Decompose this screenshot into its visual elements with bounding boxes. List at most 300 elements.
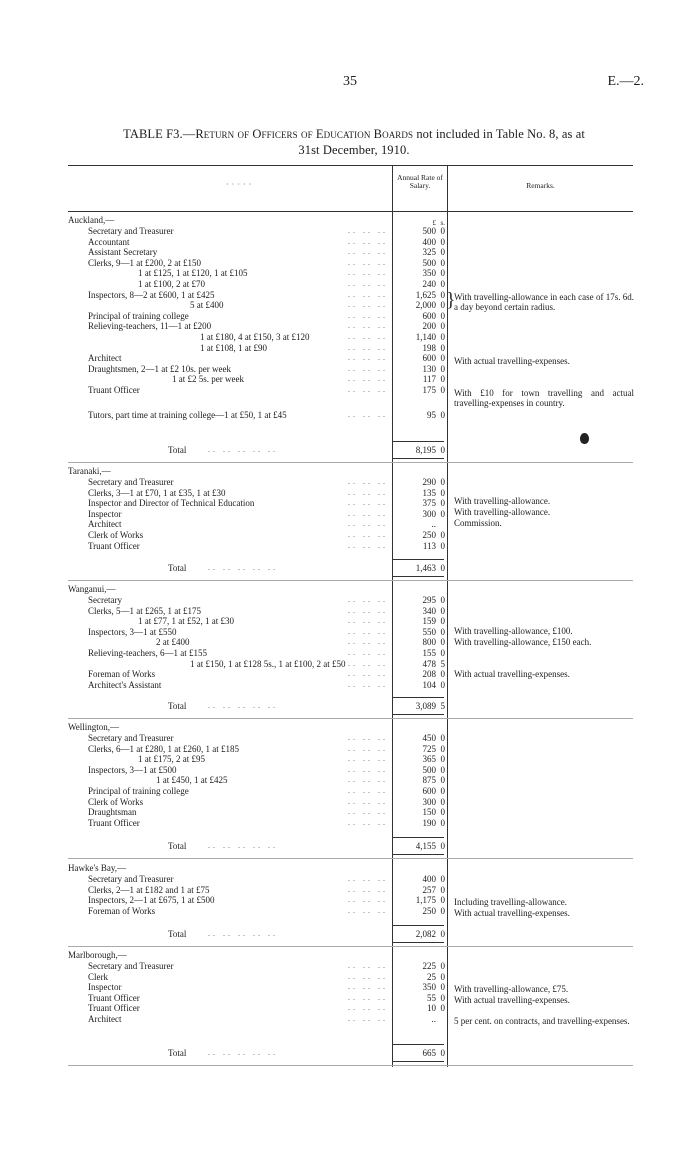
total-shillings: 0 (440, 929, 445, 939)
leader-dots: .. .. .. (348, 1003, 388, 1013)
table-title-suffix: not included in Table No. 8, as at (413, 127, 585, 141)
table-row (0, 247, 700, 257)
salary-pounds: 300 (422, 508, 436, 519)
salary-shillings: 0 (440, 268, 445, 279)
salary-shillings: 0 (440, 409, 445, 420)
total-row (0, 929, 700, 939)
total-label: Total (168, 1048, 187, 1058)
salary-pounds: 550 (422, 626, 436, 637)
salary-pounds: 875 (422, 775, 436, 786)
table-row (0, 1003, 700, 1013)
remark-text: With travelling-allowance. (454, 496, 551, 506)
leader-dots: .. .. .. (348, 733, 388, 742)
salary-pounds: 198 (422, 342, 436, 353)
total-pounds: 3,089 (415, 701, 436, 711)
salary-shillings: 0 (440, 775, 445, 786)
salary-shillings: 0 (440, 363, 445, 374)
salary-pounds: 1,175 (415, 895, 436, 906)
table-row (0, 498, 700, 508)
leader-dots: .. .. .. (348, 905, 388, 915)
row-label: Truant Officer (88, 385, 140, 395)
salary-pounds: 250 (422, 905, 436, 916)
salary-shillings: 0 (440, 895, 445, 906)
table-row (0, 669, 700, 679)
row-label: 1 at £125, 1 at £120, 1 at £105 (138, 268, 248, 279)
table-row (0, 797, 700, 807)
leader-dots: .. .. .. (348, 363, 388, 373)
remark-text: With actual travelling-expenses. (454, 995, 570, 1005)
total-shillings: 5 (440, 701, 445, 711)
row-label: Secretary (88, 595, 122, 605)
section-name: Taranaki,— (68, 466, 111, 476)
salary-shillings: 0 (440, 648, 445, 658)
leader-dots: .. .. .. (348, 648, 388, 657)
row-label: Inspectors, 2—1 at £675, 1 at £500 (88, 895, 215, 906)
table-top-rule (68, 165, 633, 166)
leader-dots: .. .. .. (348, 775, 388, 785)
row-label: Draughtsman (88, 807, 137, 818)
salary-shillings: 0 (440, 807, 445, 818)
table-row (0, 606, 700, 616)
leader-dots: .. .. .. (348, 530, 388, 539)
table-row (0, 627, 700, 637)
salary-pounds: 10 (427, 1003, 436, 1014)
page-number: 35 (343, 74, 357, 89)
salary-pounds: 225 (422, 961, 436, 971)
row-label: Inspectors, 8—2 at £600, 1 at £425 (88, 289, 215, 300)
salary-shillings: 0 (440, 595, 445, 605)
row-label: 5 at £400 (190, 300, 224, 311)
salary-pounds: 95 (427, 409, 436, 420)
salary-shillings: 0 (440, 508, 445, 519)
row-label: Clerks, 2—1 at £182 and 1 at £75 (88, 884, 210, 895)
salary-pounds: .. (431, 519, 436, 530)
remark-text: 5 per cent. on contracts, and travelling-expenses. (454, 1016, 630, 1026)
table-row (0, 509, 700, 519)
salary-pounds: 478 (422, 658, 436, 669)
salary-shillings: 0 (440, 669, 445, 680)
row-label: Architect (88, 353, 122, 364)
leader-dots: .. .. .. (348, 300, 388, 310)
table-row (0, 477, 700, 487)
salary-pounds: 104 (422, 679, 436, 690)
leader-dots: .. .. .. (348, 895, 388, 905)
leader-dots: .. .. .. (348, 961, 388, 970)
salary-pounds: 725 (422, 743, 436, 754)
leader-dots: .. .. .. (348, 605, 388, 615)
salary-pounds: 400 (422, 874, 436, 884)
salary-pounds: 450 (422, 733, 436, 743)
leader-dots: .. .. .. (348, 626, 388, 636)
salary-pounds: 400 (422, 236, 436, 247)
salary-shillings: 0 (440, 279, 445, 289)
table-row (0, 744, 700, 754)
salary-shillings: 0 (440, 637, 445, 648)
remark-text: With travelling-allowance in each case of 17s. 6d. a day beyond certain radius. (454, 292, 634, 312)
section-rule (68, 580, 633, 581)
salary-pounds: 600 (422, 310, 436, 321)
salary-shillings: 0 (440, 498, 445, 509)
table-row (0, 885, 700, 895)
row-label: 1 at £175, 2 at £95 (138, 754, 205, 765)
leader-dots: .. .. .. (348, 616, 388, 626)
row-label: Clerk of Works (88, 530, 144, 540)
salary-pounds: 1,625 (415, 289, 436, 300)
salary-pounds: 2,000 (415, 300, 436, 311)
remarks-column-header: Remarks. (526, 181, 555, 190)
remark-text: With actual travelling-expenses. (454, 908, 570, 918)
leader-dots: .. .. .. (348, 540, 388, 550)
salary-shillings: 0 (440, 754, 445, 765)
row-label: Clerks, 6—1 at £280, 1 at £260, 1 at £185 (88, 743, 239, 754)
salary-pounds: 190 (422, 817, 436, 828)
leader-dots: .. .. .. (348, 353, 388, 363)
leader-dots: .. .. .. (348, 477, 388, 486)
leader-dots: .. .. .. (348, 310, 388, 320)
salary-shillings: 0 (440, 764, 445, 775)
leader-dots: .. .. .. (348, 409, 388, 419)
total-shillings: 0 (440, 1048, 445, 1058)
remark-text: With £10 for town travelling and actual travelling-expenses in country. (454, 388, 634, 408)
row-label: Inspectors, 3—1 at £550 (88, 626, 177, 637)
salary-pounds: 240 (422, 279, 436, 289)
leader-dots: .. .. .. (348, 332, 388, 341)
table-row (0, 541, 700, 551)
salary-shillings: 0 (440, 247, 445, 258)
total-row (0, 841, 700, 851)
salary-pounds: 800 (422, 637, 436, 648)
table-row (0, 874, 700, 884)
row-label: Architect (88, 519, 122, 530)
table-row (0, 895, 700, 905)
row-label: Clerks, 5—1 at £265, 1 at £175 (88, 605, 201, 616)
leader-dots: .. .. .. (348, 1014, 388, 1023)
row-label: Clerk (88, 971, 108, 982)
salary-pounds: 295 (422, 595, 436, 605)
salary-pounds: 117 (422, 374, 436, 385)
salary-shillings: 0 (440, 961, 445, 971)
salary-pounds: 600 (422, 786, 436, 796)
leader-dots: .. .. .. (348, 257, 388, 267)
pounds-unit: £ (432, 219, 436, 227)
salary-pounds: .. (431, 1014, 436, 1024)
table-row (0, 754, 700, 764)
leader-dots: .. .. .. (348, 321, 388, 331)
leader-dots: .. .. .. (348, 342, 388, 352)
leader-dots: .. .. .. (348, 982, 388, 992)
row-label: 2 at £400 (156, 637, 190, 648)
remark-text: Commission. (454, 518, 502, 528)
table-title-prefix: TABLE F3.— (123, 127, 196, 141)
total-shillings: 0 (440, 841, 445, 851)
remark-text: With travelling-allowance, £150 each. (454, 637, 592, 647)
salary-shillings: 0 (440, 310, 445, 321)
section-rule (68, 1065, 633, 1066)
salary-pounds: 130 (422, 363, 436, 374)
salary-shillings: 0 (440, 817, 445, 828)
salary-pounds: 257 (422, 884, 436, 895)
leader-dots: .. .. .. (348, 992, 388, 1002)
section-name: Hawke's Bay,— (68, 863, 127, 873)
row-label: Inspector (88, 508, 122, 519)
section-rule (68, 946, 633, 947)
leader-dots: .. .. .. (348, 374, 388, 384)
leader-dots: .. .. .. .. .. (208, 929, 278, 938)
salary-pounds: 300 (422, 796, 436, 807)
leader-dots: ····· (226, 180, 255, 189)
row-label: Truant Officer (88, 1003, 140, 1014)
row-label: Secretary and Treasurer (88, 961, 174, 971)
leader-dots: .. .. .. (348, 743, 388, 753)
salary-shillings: 0 (440, 992, 445, 1003)
salary-shillings: 0 (440, 300, 445, 311)
leader-dots: .. .. .. (348, 595, 388, 604)
row-label: Assistant Secretary (88, 247, 158, 258)
leader-dots: .. .. .. (348, 786, 388, 795)
table-row (0, 818, 700, 828)
total-shillings: 0 (440, 563, 445, 573)
salary-shillings: 0 (440, 385, 445, 395)
row-label: Inspector and Director of Technical Education (88, 498, 255, 509)
row-label: Architect's Assistant (88, 679, 162, 690)
salary-shillings: 0 (440, 786, 445, 796)
table-row (0, 237, 700, 247)
salary-shillings: 0 (440, 289, 445, 300)
total-pounds: 8,195 (415, 445, 436, 455)
leader-dots: .. .. .. (348, 247, 388, 257)
table-row (0, 519, 700, 529)
salary-pounds: 250 (422, 530, 436, 540)
salary-shillings: 0 (440, 733, 445, 743)
table-row (0, 906, 700, 916)
row-label: 1 at £180, 4 at £150, 3 at £120 (200, 332, 310, 342)
section-name: Wanganui,— (68, 584, 116, 594)
total-label: Total (168, 701, 187, 711)
row-label: 1 at £2 5s. per week (172, 374, 244, 385)
salary-shillings: 0 (440, 487, 445, 498)
salary-shillings: 0 (440, 257, 445, 268)
salary-pounds: 55 (427, 992, 436, 1003)
salary-shillings: 0 (440, 374, 445, 385)
table-row (0, 279, 700, 289)
row-label: Clerk of Works (88, 796, 144, 807)
row-label: Relieving-teachers, 11—1 at £200 (88, 321, 212, 332)
row-label: Truant Officer (88, 540, 140, 551)
leader-dots: .. .. .. (348, 279, 388, 288)
table-row (0, 961, 700, 971)
leader-dots: .. .. .. (348, 874, 388, 883)
row-label: 1 at £450, 1 at £425 (156, 775, 228, 786)
salary-shillings: 0 (440, 332, 445, 342)
leader-dots: .. .. .. (348, 971, 388, 981)
row-label: Architect (88, 1014, 122, 1024)
shillings-unit: s. (440, 219, 445, 227)
table-header-rule (68, 211, 633, 212)
salary-pounds: 113 (422, 540, 436, 551)
total-row (0, 701, 700, 711)
leader-dots: .. .. .. (348, 637, 388, 647)
row-label: Secretary and Treasurer (88, 477, 174, 487)
salary-pounds: 600 (422, 353, 436, 364)
table-row (0, 258, 700, 268)
row-label: Clerks, 9—1 at £200, 2 at £150 (88, 257, 201, 268)
remark-text: With travelling-allowance, £75. (454, 984, 569, 994)
salary-shillings: 0 (440, 342, 445, 353)
row-label: 1 at £150, 1 at £128 5s., 1 at £100, 2 at £50 (190, 658, 346, 669)
salary-shillings: 0 (440, 884, 445, 895)
table-row (0, 311, 700, 321)
salary-pounds: 1,140 (415, 332, 436, 342)
total-label: Total (168, 841, 187, 851)
leader-dots: .. .. .. (348, 807, 388, 817)
table-row (0, 786, 700, 796)
remark-text: With travelling-allowance, £100. (454, 626, 573, 636)
salary-shillings: 0 (440, 236, 445, 247)
salary-pounds: 135 (422, 487, 436, 498)
row-label: 1 at £77, 1 at £52, 1 at £30 (138, 616, 234, 627)
salary-pounds: 175 (422, 385, 436, 395)
row-label: Secretary and Treasurer (88, 733, 174, 743)
salary-shillings: 0 (440, 905, 445, 916)
page-reference: E.—2. (607, 74, 644, 89)
table-row (0, 530, 700, 540)
remark-text: Including travelling-allowance. (454, 897, 567, 907)
total-pounds: 4,155 (415, 841, 436, 851)
row-label: Principal of training college (88, 310, 189, 321)
table-title-date: 31st December, 1910. (298, 143, 410, 157)
row-label: Clerks, 3—1 at £70, 1 at £35, 1 at £30 (88, 487, 226, 498)
leader-dots: .. .. .. (348, 508, 388, 518)
salary-pounds: 500 (422, 764, 436, 775)
section-name: Auckland,— (68, 215, 115, 225)
leader-dots: .. .. .. (348, 289, 388, 299)
table-row (0, 648, 700, 658)
leader-dots: .. .. .. (348, 268, 388, 278)
table-row (0, 993, 700, 1003)
salary-pounds: 200 (422, 321, 436, 332)
salary-pounds: 290 (422, 477, 436, 487)
section-name: Marlborough,— (68, 950, 127, 960)
salary-shillings: 0 (440, 321, 445, 332)
leader-dots: .. .. .. .. .. (208, 1048, 278, 1057)
salary-shillings: 0 (440, 626, 445, 637)
row-label: Relieving-teachers, 6—1 at £155 (88, 648, 207, 658)
leader-dots: .. .. .. (348, 236, 388, 246)
row-label: Inspector (88, 982, 122, 993)
row-label: Inspectors, 3—1 at £500 (88, 764, 177, 775)
leader-dots: .. .. .. (348, 796, 388, 806)
row-label: Secretary and Treasurer (88, 874, 174, 884)
row-label: Foreman of Works (88, 669, 156, 680)
leader-dots: .. .. .. (348, 226, 388, 235)
leader-dots: .. .. .. (348, 669, 388, 679)
row-label: Foreman of Works (88, 905, 156, 916)
salary-shillings: 0 (440, 679, 445, 690)
leader-dots: .. .. .. .. .. (208, 701, 278, 710)
salary-pounds: 340 (422, 605, 436, 616)
total-shillings: 0 (440, 445, 445, 455)
row-label: 1 at £108, 1 at £90 (200, 342, 267, 353)
leader-dots: .. .. .. .. .. (208, 563, 278, 572)
table-row (0, 982, 700, 992)
total-row (0, 563, 700, 573)
section-name: Wellington,— (68, 722, 120, 732)
table-row (0, 765, 700, 775)
leader-dots: .. .. .. (348, 385, 388, 394)
salary-shillings: 0 (440, 353, 445, 364)
salary-column-header: Annual Rate of Salary. (397, 173, 443, 190)
total-row (0, 445, 700, 455)
row-label: Principal of training college (88, 786, 189, 796)
leader-dots: .. .. .. .. .. (208, 445, 278, 454)
salary-shillings: 0 (440, 1003, 445, 1014)
salary-pounds: 325 (422, 247, 436, 258)
leader-dots: .. .. .. (348, 658, 388, 668)
table-row (0, 733, 700, 743)
table-row (0, 659, 700, 669)
table-row (0, 410, 700, 420)
table-row (0, 807, 700, 817)
table-row (0, 364, 700, 374)
salary-shillings: 0 (440, 477, 445, 487)
salary-shillings: 0 (440, 226, 445, 236)
salary-shillings: 0 (440, 616, 445, 627)
table-row (0, 321, 700, 331)
row-label: Tutors, part time at training college—1 at £50, 1 at £45 (88, 409, 287, 420)
salary-pounds: 25 (427, 971, 436, 982)
total-pounds: 665 (422, 1048, 436, 1058)
salary-pounds: 350 (422, 268, 436, 279)
salary-pounds: 375 (422, 498, 436, 509)
salary-shillings: 0 (440, 971, 445, 982)
table-row (0, 972, 700, 982)
row-label: Secretary and Treasurer (88, 226, 174, 236)
row-label: Draughtsmen, 2—1 at £2 10s. per week (88, 363, 231, 374)
table-row (0, 616, 700, 626)
section-rule (68, 858, 633, 859)
leader-dots: .. .. .. (348, 884, 388, 894)
leader-dots: .. .. .. .. .. (208, 841, 278, 850)
table-row (0, 775, 700, 785)
remark-brace: } (446, 289, 456, 311)
section-rule (68, 462, 633, 463)
leader-dots: .. .. .. (348, 764, 388, 774)
salary-pounds: 159 (422, 616, 436, 627)
leader-dots: .. .. .. (348, 679, 388, 689)
salary-shillings: 0 (440, 530, 445, 540)
total-pounds: 1,463 (415, 563, 436, 573)
salary-shillings: 5 (440, 658, 445, 669)
total-label: Total (168, 929, 187, 939)
total-label: Total (168, 445, 187, 455)
salary-pounds: 365 (422, 754, 436, 765)
table-row (0, 637, 700, 647)
salary-shillings: 0 (440, 540, 445, 551)
table-row (0, 268, 700, 278)
salary-column-left-rule (392, 166, 393, 211)
salary-pounds: 208 (422, 669, 436, 680)
table-row (0, 488, 700, 498)
leader-dots: .. .. .. (348, 817, 388, 827)
table-row (0, 595, 700, 605)
row-label: Truant Officer (88, 817, 140, 828)
salary-pounds: 150 (422, 807, 436, 818)
table-row (0, 226, 700, 236)
total-pounds: 2,082 (415, 929, 436, 939)
row-label: Truant Officer (88, 992, 140, 1003)
remark-text: With travelling-allowance. (454, 507, 551, 517)
leader-dots: .. .. .. (348, 519, 388, 529)
